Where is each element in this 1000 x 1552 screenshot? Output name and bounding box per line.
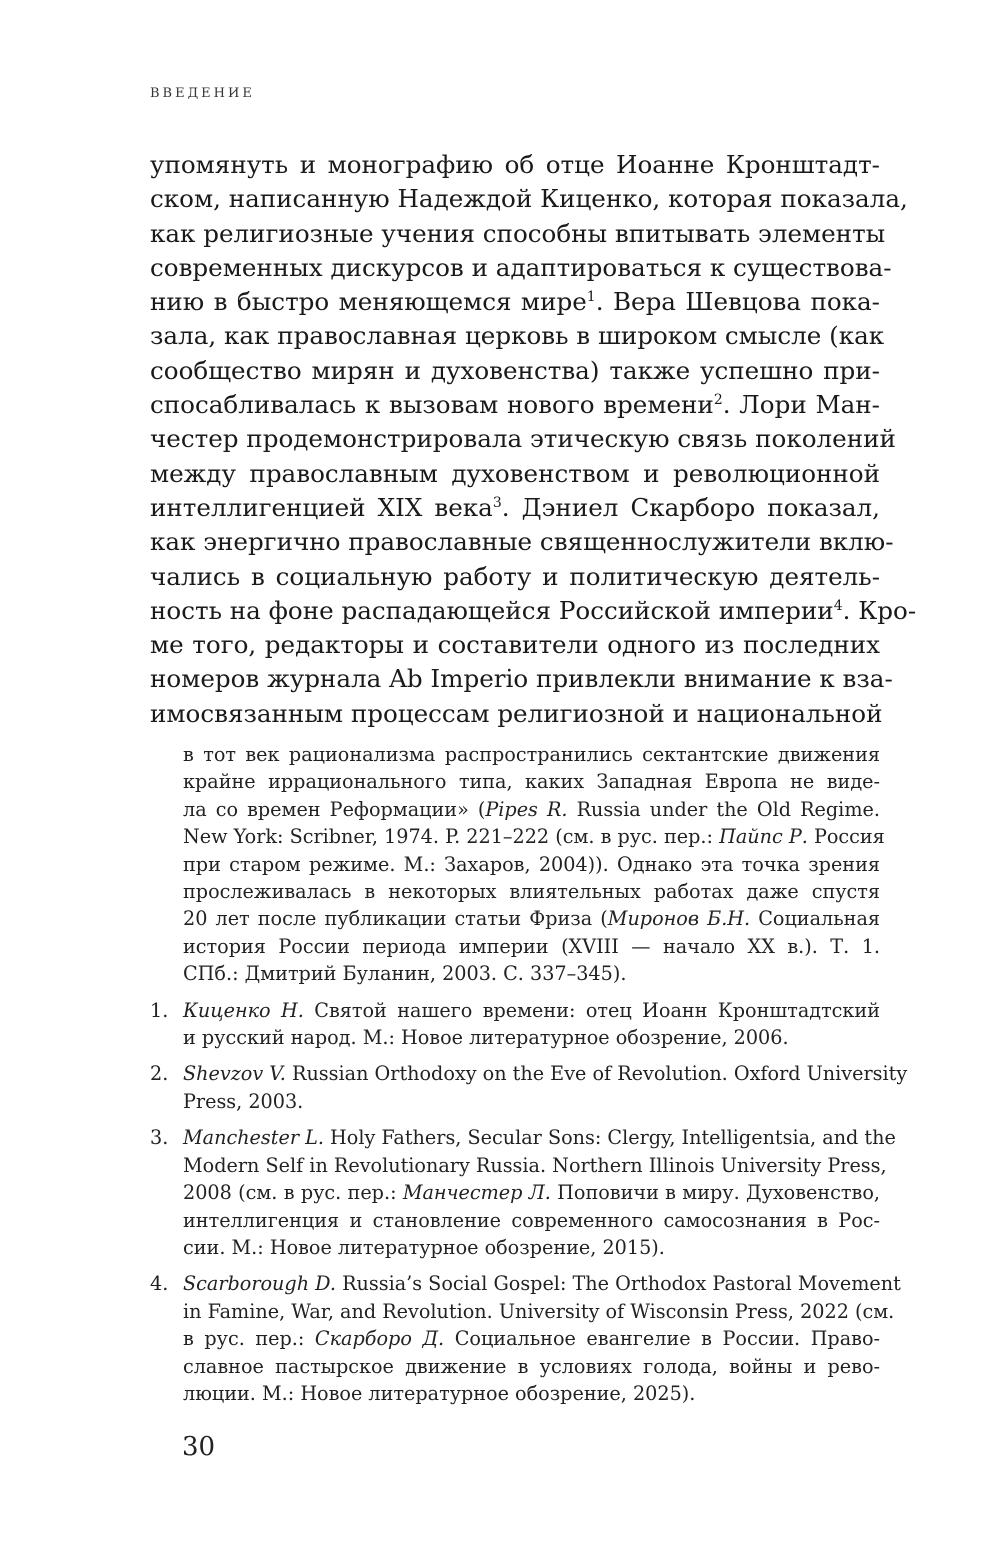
note-line: 2008 (см. в рус. пер.: Манчестер Л. Поповичи в миру. Духовенство, [183,1181,880,1205]
footnote-item [150,1060,908,1115]
note-line: Press, 2003. [183,1089,304,1113]
note-line: в рус. пер.: Скарборо Д. Социальное евангелие в России. Право- [183,1327,880,1351]
body-line: как энергично православные священнослужители вклю- [150,527,894,557]
note-line: 20 лет после публикации статьи Фриза (Миронов Б.Н. Социальная [183,907,880,931]
running-head: ВВЕДЕНИЕ [150,86,255,101]
footnotes-section [150,741,908,1407]
note-line: сии. М.: Новое литературное обозрение, 2015). [183,1235,665,1259]
body-line: сообщество мирян и духовенства) также успешно при- [150,355,880,385]
body-line: нию в быстро меняющемся мире$^1$. Вера Шевцова пока- [150,287,880,317]
note-line: in Famine, War, and Revolution. University of Wisconsin Press, 2022 (см. [183,1299,895,1323]
continued-footnote [183,741,885,988]
main-body-text [150,148,917,731]
note-line: в тот век рационализма распространились сектантские движения [183,743,880,766]
body-line: чались в социальную работу и политическую деятель- [150,561,880,591]
footnote-ref: 3 [492,494,502,511]
footnote-number: 1. [150,998,169,1022]
note-line: New York: Scribner, 1974. P. 221–222 (см. в рус. пер.: Пайпс Р. Россия [183,825,885,849]
note-line: Киценко Н. Святой нашего времени: отец Иоанн Кронштадтский [183,998,880,1022]
footnote-item [150,1270,901,1407]
note-line: Scarborough D. Russia’s Social Gospel: The Orthodox Pastoral Movement [183,1272,901,1296]
body-line: спосабливалась к вызовам нового времени$^2$. Лори Ман- [150,390,880,420]
note-line: Manchester L. Holy Fathers, Secular Sons: Clergy, Intelligentsia, and the [183,1126,896,1150]
body-line: современных дискурсов и адаптироваться к существова- [150,252,892,282]
footnote-number: 3. [150,1126,169,1150]
body-line: интеллигенцией XIX века$^3$. Дэниел Скарборо показал, [150,492,881,522]
note-line: и русский народ. М.: Новое литературное обозрение, 2006. [183,1026,789,1050]
body-line: ность на фоне распадающейся Российской империи$^4$. Кро- [150,595,917,625]
page-number: 30 [182,1432,216,1462]
footnote-item [150,997,880,1052]
note-line: история России периода империи (XVIII — начало XX в.). Т. 1. [183,934,880,958]
note-line: СПб.: Дмитрий Буланин, 2003. С. 337–345). [183,962,627,986]
note-line: Modern Self in Revolutionary Russia. Northern Illinois University Press, [183,1153,887,1177]
note-line: при старом режиме. М.: Захаров, 2004)). Однако эта точка зрения [183,852,880,876]
body-line: ском, написанную Надеждой Киценко, которая показала, [150,184,908,214]
body-line: зала, как православная церковь в широком смысле (как [150,321,885,351]
body-line: ме того, редакторы и составители одного из последних [150,630,880,660]
footnote-item [150,1124,896,1261]
body-line: номеров журнала Ab Imperio привлекли внимание к вза- [150,664,893,694]
footnote-ref: 4 [833,597,843,614]
body-line: как религиозные учения способны впитывать элементы [150,218,886,248]
footnote-ref: 1 [586,289,596,305]
note-line: люции. М.: Новое литературное обозрение, 2025). [183,1381,696,1405]
body-line: упомянуть и монографию об отце Иоанне Кронштадт- [150,150,880,179]
footnote-ref: 2 [713,391,723,408]
note-line: интеллигенция и становление современного самосознания в Рос- [183,1208,880,1232]
footnote-number: 4. [150,1272,169,1296]
note-line: славное пастырское движение в условиях голода, войны и рево- [183,1354,880,1378]
footnote-number: 2. [150,1062,169,1086]
body-line: честер продемонстрировала этическую связь поколений [150,424,896,454]
body-line: между православным духовенством и революционной [150,458,880,488]
body-line: имосвязанным процессам религиозной и национальной [150,698,883,728]
note-line: Shevzov V. Russian Orthodoxy on the Eve of Revolution. Oxford University [183,1062,908,1086]
note-line: прослеживалась в некоторых влиятельных работах даже спустя [183,880,880,904]
note-line: ла со времен Реформации» (Pipes R. Russia under the Old Regime. [183,797,880,821]
note-line: крайне иррационального типа, каких Западная Европа не виде- [183,770,880,794]
